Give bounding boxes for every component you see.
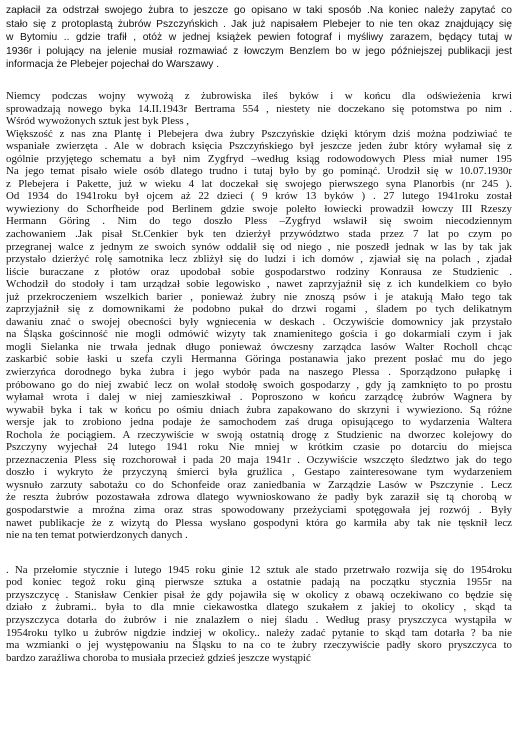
paragraph-3: [6, 564, 512, 665]
text-line: działo z żubrami.. była to dla mnie ciekawostka dlatego szukałem z jakiej to okolicy , skąd ta: [6, 601, 512, 614]
text-line: ma wzmianki o jej występowaniu na Śląsku to na co te żubry rzeczywiście padły skoro pryszczyca to: [6, 639, 512, 652]
text-line: wywabił byka i tak w końcu po ośmiu dniach żubra zapakowano do skrzyni i wywieziono. Są różne: [6, 403, 512, 416]
text-line: zapłacił za odstrzał swojego żubra to jeszcze go opisano w taki sposób .Na koniec należy zapytać co: [6, 5, 512, 16]
text-line: przeznaczenia Pless się rozchorował i pada 20 maja 1941r . Oczywiście wszczęto śledztwo jak do tego: [6, 453, 512, 466]
text-line: zaprzyjaźnił się z domownikami że podobno pukał do drzwi rogami , śladem po tych delikatnym: [6, 303, 512, 316]
text-line: mogli Sielanka nie trwała jednak długo ponieważ ówczesny zarządca lasów Walter Rocholl chcąc: [6, 340, 512, 353]
text-line: pod koniec tegoż roku giną pierwsze sztuka a ostatnie padają na początku stycznia 1955r na: [6, 576, 512, 589]
text-line: doszło i wykryto że przyczyną śmierci była gruźlica , Gestapo zainteresowane tym wydarzeniem: [6, 466, 512, 479]
text-line: Większość z nas zna Plantę i Plebejera dwa żubry Pszczyńskie dzięki którym dziś można podziwiać te: [6, 127, 512, 140]
text-line: nie na ten temat potwierdzonych danych .: [6, 529, 188, 542]
text-line: wysnuło zarzuty sabotażu co do Schonfeide oraz zaniedbania w Zarządzie Lasów w Pszczynie . Lecz: [6, 478, 512, 491]
text-line: Pszczyny wyjechał 24 lutego 1941 roku Nie mniej w krótkim czasie po dotarciu do miejsca: [6, 441, 512, 454]
text-line: w Bytomiu .. gdzie trafił , otóż w jednej książek pewien fotograf i myśliwy zarazem, będący tutaj w: [6, 32, 512, 44]
text-line: Hermann Göring . Nim do tego doszło Pless –Zygfryd wsławił się swoim niecodziennym: [6, 215, 512, 228]
text-line: dawaniu znać o swojej obecności były wgniecenia w deskach . Oczywiście domownicy jak przystało: [6, 315, 512, 328]
text-line: wyłamał wrota i dalej w niej zamieszkiwał . Poproszono w końcu zarządcę żubrów Wagnera by: [6, 391, 512, 404]
text-line: stało się z protoplastą żubrów Pszczyńskich . Jak już napisałem Plebejer to nie ten okaz znajdujący się: [6, 18, 512, 30]
text-line: 1954roku tylko u żubrów nigdzie indziej w okolicy.. należy zadać pytanie to skąd tam dotarła ? ba nie: [6, 626, 512, 639]
text-line: już przekroczeniem wszelkich barier , ponieważ żubry nie znoszą psów i je atakują Mało tego tak: [6, 290, 512, 303]
text-line: przyszczyca dotarła do żubrów i nie znalazłem o niej śladu . Według prasy pryszczyca wystąpiła w: [6, 614, 512, 627]
text-line: przyszczycę . Stanisław Cenkier pisał że gdy pojawiła się w okolicy z obawą oczekiwano co będzie się: [6, 588, 512, 601]
text-line: zachowaniem .Jak pisał St.Cenkier byk ten dzierżył przywództwo stada przez 7 lat po czym po: [6, 227, 512, 240]
text-line: wersje jak to zrobiono jedna podaje że samochodem zaś druga opisującego to wydarzenia Waltera: [6, 416, 512, 429]
text-line: Wchodził do stodoły i tam urządzał sobie legowisko , nawet zaprzyjaźnił się z ich kundelkiem co było: [6, 278, 512, 291]
paragraph-1: [6, 4, 512, 72]
text-line: nawet publikacje że z wizytą do Plessa wysłano gospodyni która go karmiła aby tak nie tęsknił lecz: [6, 516, 512, 529]
text-line: wspaniałe zwierzęta . Ale w dobrach księcia Pszczyńskiego był jeszcze jeden żubr który wyłamał się z: [6, 140, 512, 153]
text-line: z Plebejera i Pakette, już w wieku 4 lat doczekał się swojego pierwszego syna Planorbis (nr 245 ).: [6, 177, 512, 190]
text-line: Niemcy podczas wojny wywożą z żubrowiska ileś byków i w końcu dla odświeżenia krwi: [6, 89, 512, 102]
text-line: bardzo zaraźliwa choroba to musiała przecież gdzieś jeszcze wystąpić: [6, 651, 311, 664]
paragraph-2: [6, 90, 512, 542]
text-line: na Śląska gościnność nie mogli odmówić wizyty tak znamienitego gościa i go dokarmiali czym i jak: [6, 328, 512, 341]
text-line: liście buraczane z płotów oraz upodobał sobie gospodarstwo rodziny Konrausa ze Studzienic .: [6, 265, 512, 278]
text-line: próbowano go do niej zwabić lecz on wolał stodołę swoich gospodarzy , gdy ją zamknięto to po prostu: [6, 378, 512, 391]
paragraph-spacer: [6, 72, 512, 90]
text-line: przystało dzierżyć rolę samotnika lecz zbliżył się do ludzi i ich domów , zjawiał się na polach , zjadał: [6, 253, 512, 266]
text-line: Od 1934 do 1941roku był ojcem aż 22 dzieci ( 9 krów 13 byków ) . 27 lutego 1941roku został: [6, 190, 512, 203]
text-line: sprowadzają nowego byka 14.II.1943r Bertrama 554 , niestety nie doczekano się potomstwa po nim .: [6, 102, 512, 115]
text-line: gospodarstwie a mroźna zima oraz stras spowodowany przeżyciami spotęgowała jej rozwój . Były: [6, 504, 512, 517]
text-line: przegranej walce z jednym ze swoich synów oddalił się od niego , nie poszedł jednak w las by tak jak: [6, 240, 512, 253]
paragraph-spacer: [6, 542, 512, 564]
text-line: Rochola że pociągiem. A rzeczywiście w swoją ostatnią drogę z Studzienic na dworzec kolejowy do: [6, 428, 512, 441]
text-line: zaskarbić sobie łaski u szefa czyli Hermanna Göringa postanawia jako prezent posłać mu do jego: [6, 353, 512, 366]
text-line: zwierzyńca dorodnego byka żubra i jego wybór pada na naszego Plessa . Sporządzono pułapkę i: [6, 366, 512, 378]
text-line: że reszta żubrów pozostawała zdrowa dlatego wywnioskowano że padły byk zaraził się tą chorobą w: [6, 491, 512, 504]
text-line: 1936r i polujący na jelenie musiał rozmawiać z łowczym Benzlem bo w jego późniejszej publikacji jest: [6, 45, 512, 57]
text-line: Wśród wywożonych sztuk jest byk Pless ,: [6, 115, 190, 128]
text-line: Na jego temat pisało wiele osób dlatego trudno i tutaj było by go pominąć. Urodził się w 10.07.1930r: [6, 165, 512, 178]
text-line: informacja że Plebejer pojechał do Warszawy .: [6, 59, 220, 71]
text-line: wywieziony do Schorfheide pod Berlinem gdzie swoje polełto łowiecki prowadził łowczy III Rzeszy: [6, 202, 512, 215]
text-line: ogólnie przyjętego schematu a był nim Zygfryd –według ksiąg rodowodowych Pless miał numer 195: [6, 152, 512, 165]
text-line: . Na przełomie stycznie i lutego 1945 roku ginie 12 sztuk ale stado przetrwało rozwija się do 1954roku: [6, 563, 512, 576]
